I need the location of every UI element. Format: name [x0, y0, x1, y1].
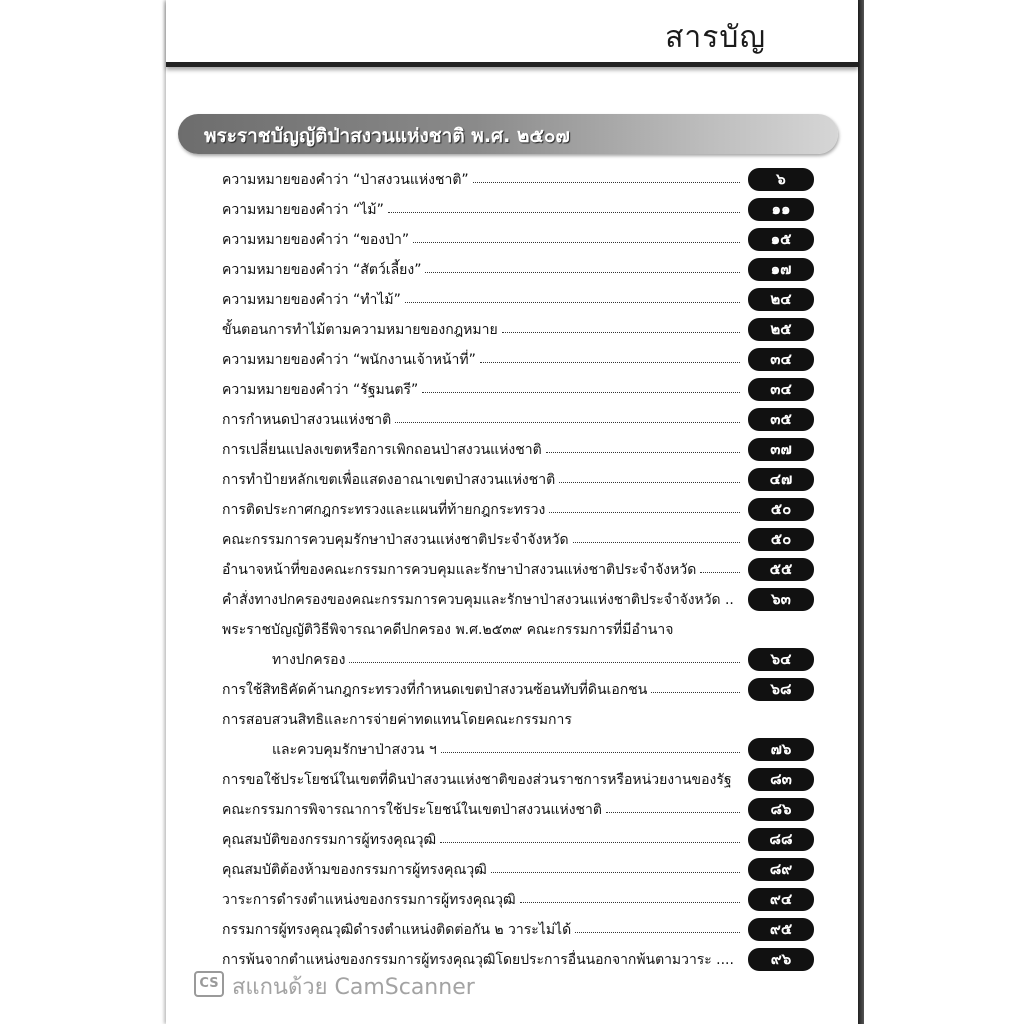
toc-entry-text: ความหมายของคำว่า “พนักงานเจ้าหน้าที่” — [222, 352, 476, 368]
toc-leader-dots — [700, 572, 740, 573]
page-number-badge: ๙๔ — [748, 888, 814, 911]
toc-entry-text: ความหมายของคำว่า “ทำไม้” — [222, 292, 401, 308]
toc-entry[interactable] — [222, 499, 742, 523]
toc-entry[interactable] — [222, 799, 742, 823]
toc-entry[interactable] — [222, 649, 742, 673]
page-number-badge: ๙๕ — [748, 918, 814, 941]
toc-leader-dots — [575, 932, 740, 933]
section-title: พระราชบัญญัติป่าสงวนแห่งชาติ พ.ศ. ๒๕๐๗ — [204, 125, 570, 147]
toc-leader-dots — [425, 272, 740, 273]
toc-entry[interactable] — [222, 409, 742, 433]
page-header — [166, 0, 858, 67]
toc-leader-dots — [349, 662, 740, 663]
page-number-badge: ๘๓ — [748, 768, 814, 791]
toc-entry[interactable] — [222, 619, 742, 643]
page-number-badge: ๖๓ — [748, 588, 814, 611]
toc-entry-text: ความหมายของคำว่า “ป่าสงวนแห่งชาติ” — [222, 172, 469, 188]
page-edge-shadow — [858, 0, 864, 1024]
toc-leader-dots — [405, 302, 740, 303]
toc-entry-text: คณะกรรมการควบคุมรักษาป่าสงวนแห่งชาติประจำจังหวัด — [222, 532, 569, 548]
page-number-badge: ๘๖ — [748, 798, 814, 821]
toc-entry[interactable] — [222, 919, 742, 943]
toc-entry-text: คำสั่งทางปกครองของคณะกรรมการควบคุมและรักษาป่าสงวนแห่งชาติประจำจังหวัด .. — [222, 592, 734, 608]
toc-leader-dots — [480, 362, 740, 363]
toc-entry-text: วาระการดำรงตำแหน่งของกรรมการผู้ทรงคุณวุฒิ — [222, 892, 516, 908]
toc-entry-text: คุณสมบัติของกรรมการผู้ทรงคุณวุฒิ — [222, 832, 437, 848]
toc-entry-text: อำนาจหน้าที่ของคณะกรรมการควบคุมและรักษาป่าสงวนแห่งชาติประจำจังหวัด — [222, 562, 697, 578]
toc-entry-text: ความหมายของคำว่า “ของป่า” — [222, 232, 410, 248]
toc-entry-text: ขั้นตอนการทำไม้ตามความหมายของกฎหมาย — [222, 322, 498, 338]
toc-entry[interactable] — [222, 169, 742, 193]
toc-entry-text: คณะกรรมการพิจารณาการใช้ประโยชน์ในเขตป่าสงวนแห่งชาติ — [222, 802, 603, 818]
toc-leader-dots — [395, 422, 740, 423]
toc-entry-text: การขอใช้ประโยชน์ในเขตที่ดินป่าสงวนแห่งชาติของส่วนราชการหรือหน่วยงานของรัฐ — [222, 772, 732, 788]
toc-entry[interactable] — [222, 259, 742, 283]
toc-leader-dots — [606, 812, 740, 813]
toc-leader-dots — [549, 512, 740, 513]
toc-entry-text: การสอบสวนสิทธิและการจ่ายค่าทดแทนโดยคณะกรรมการ — [222, 712, 572, 728]
page-number-badge: ๔๗ — [748, 468, 814, 491]
page-number-badge: ๑๗ — [748, 258, 814, 281]
toc-entry[interactable] — [222, 589, 742, 613]
toc-entry[interactable] — [222, 859, 742, 883]
toc-entry-text: และควบคุมรักษาป่าสงวน ฯ — [272, 742, 437, 758]
toc-entry-text: การเปลี่ยนแปลงเขตหรือการเพิกถอนป่าสงวนแห่งชาติ — [222, 442, 542, 458]
toc-entry-text: การติดประกาศกฎกระทรวงและแผนที่ท้ายกฎกระทรวง — [222, 502, 546, 518]
toc-leader-dots — [440, 842, 740, 843]
toc-entry[interactable] — [222, 769, 742, 793]
section-banner — [178, 114, 838, 154]
toc-entry[interactable] — [222, 319, 742, 343]
toc-leader-dots — [559, 482, 740, 483]
toc-entry-text: การพ้นจากตำแหน่งของกรรมการผู้ทรงคุณวุฒิโดยประการอื่นนอกจากพ้นตามวาระ .... — [222, 952, 734, 968]
page-number-badge: ๓๗ — [748, 438, 814, 461]
toc-entry[interactable] — [222, 229, 742, 253]
toc-leader-dots — [473, 182, 740, 183]
toc-leader-dots — [441, 752, 740, 753]
page-number-badge: ๘๘ — [748, 828, 814, 851]
page-number-badge: ๗๖ — [748, 738, 814, 761]
toc-leader-dots — [388, 212, 740, 213]
toc-entry[interactable] — [222, 379, 742, 403]
toc-leader-dots — [520, 902, 740, 903]
toc-entry[interactable] — [222, 469, 742, 493]
toc-entry[interactable] — [222, 889, 742, 913]
toc-entry[interactable] — [222, 829, 742, 853]
toc-leader-dots — [651, 692, 740, 693]
toc-entry[interactable] — [222, 529, 742, 553]
toc-entry-text: ความหมายของคำว่า “รัฐมนตรี” — [222, 382, 419, 398]
page-title: สารบัญ — [665, 20, 766, 55]
page-number-badge: ๒๕ — [748, 318, 814, 341]
toc-entry-text: การใช้สิทธิคัดค้านกฎกระทรวงที่กำหนดเขตป่าสงวนซ้อนทับที่ดินเอกชน — [222, 682, 648, 698]
toc-entry[interactable] — [222, 439, 742, 463]
toc-entry-text: ความหมายของคำว่า “ไม้” — [222, 202, 384, 218]
page-number-badge: ๓๔ — [748, 378, 814, 401]
page-number-badge: ๘๙ — [748, 858, 814, 881]
toc-entry-text: ทางปกครอง — [272, 652, 346, 668]
page-number-badge: ๕๐ — [748, 528, 814, 551]
toc-entry[interactable] — [222, 199, 742, 223]
page-number-badge: ๖๘ — [748, 678, 814, 701]
toc-leader-dots — [422, 392, 740, 393]
toc-entry[interactable] — [222, 559, 742, 583]
toc-entry-text: การทำป้ายหลักเขตเพื่อแสดงอาณาเขตป่าสงวนแห่งชาติ — [222, 472, 556, 488]
watermark-text: สแกนด้วย CamScanner — [232, 975, 475, 1000]
toc-entry-text: กรรมการผู้ทรงคุณวุฒิดำรงตำแหน่งติดต่อกัน ๒ วาระไม่ได้ — [222, 922, 572, 938]
toc-entry-text: พระราชบัญญัติวิธีพิจารณาคดีปกครอง พ.ศ.๒๕๓๙ คณะกรรมการที่มีอำนาจ — [222, 622, 674, 638]
toc-entry-text: คุณสมบัติต้องห้ามของกรรมการผู้ทรงคุณวุฒิ — [222, 862, 487, 878]
toc-leader-dots — [491, 872, 740, 873]
toc-leader-dots — [573, 542, 740, 543]
toc-entry[interactable] — [222, 679, 742, 703]
page-number-badge: ๑๕ — [748, 228, 814, 251]
camscanner-logo-icon: CS — [194, 971, 224, 997]
page-number-badge: ๓๕ — [748, 408, 814, 431]
toc-entry[interactable] — [222, 289, 742, 313]
page-number-badge: ๕๕ — [748, 558, 814, 581]
toc-leader-dots — [502, 332, 740, 333]
page-number-badge: ๖๔ — [748, 648, 814, 671]
toc-entry[interactable] — [222, 709, 742, 733]
page-number-badge: ๓๔ — [748, 348, 814, 371]
toc-leader-dots — [413, 242, 740, 243]
page-number-badge: ๙๖ — [748, 948, 814, 971]
page-number-badge: ๖ — [748, 168, 814, 191]
page-number-badge: ๕๐ — [748, 498, 814, 521]
toc-entry[interactable] — [222, 739, 742, 763]
toc-entry-text: ความหมายของคำว่า “สัตว์เลี้ยง” — [222, 262, 422, 278]
page-number-badge: ๒๔ — [748, 288, 814, 311]
toc-entry-text: การกำหนดป่าสงวนแห่งชาติ — [222, 412, 392, 428]
page-number-badge: ๑๑ — [748, 198, 814, 221]
toc-entry[interactable] — [222, 349, 742, 373]
toc-leader-dots — [546, 452, 740, 453]
